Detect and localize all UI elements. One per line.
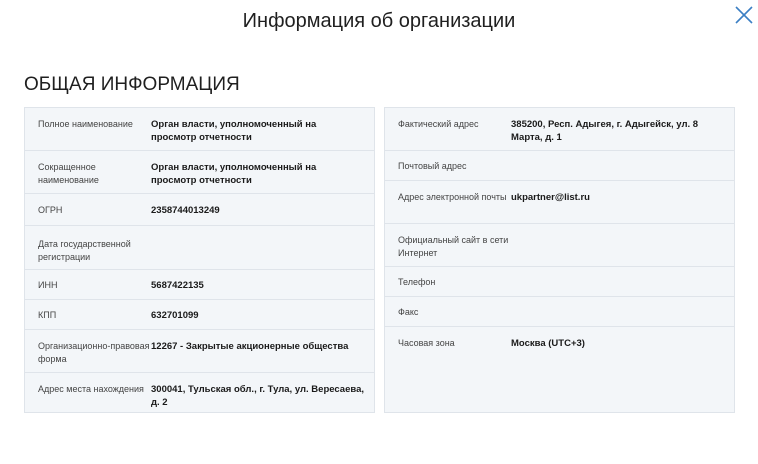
row-value: 2358744013249 bbox=[151, 205, 220, 216]
info-row-full-name bbox=[25, 108, 374, 151]
row-label: ИНН bbox=[38, 280, 58, 290]
info-row-legal-form bbox=[25, 330, 374, 373]
dialog-title: Информация об организации bbox=[242, 10, 516, 32]
row-label: Адрес места нахождения bbox=[38, 384, 144, 394]
info-row-kpp bbox=[25, 300, 374, 330]
row-value: Орган власти, уполномоченный на просмотр отчетности bbox=[151, 162, 317, 186]
row-value bbox=[511, 232, 724, 234]
row-label: Адрес электронной почты bbox=[398, 192, 507, 202]
info-row-ogrn bbox=[25, 194, 374, 226]
info-row-website bbox=[385, 224, 734, 267]
row-label: Организационно-правовая форма bbox=[38, 341, 150, 364]
general-info-left-panel bbox=[24, 107, 375, 413]
row-label: Часовая зона bbox=[398, 338, 455, 348]
row-value: 632701099 bbox=[151, 310, 199, 321]
row-label: Дата государственной регистрации bbox=[38, 239, 131, 262]
row-value: 5687422135 bbox=[151, 280, 204, 291]
row-value bbox=[511, 311, 724, 313]
info-row-registration-date bbox=[25, 226, 374, 270]
info-row-fax bbox=[385, 297, 734, 327]
row-value: Орган власти, уполномоченный на просмотр отчетности bbox=[151, 119, 317, 143]
row-label: Полное наименование bbox=[38, 119, 133, 129]
close-button[interactable] bbox=[733, 4, 755, 26]
row-label: Официальный сайт в сети Интернет bbox=[398, 235, 509, 258]
row-label: Телефон bbox=[398, 277, 436, 287]
info-row-timezone bbox=[385, 327, 734, 367]
row-value bbox=[511, 281, 724, 283]
info-row-short-name bbox=[25, 151, 374, 194]
row-label: Почтовый адрес bbox=[398, 161, 467, 171]
row-value: 385200, Респ. Адыгея, г. Адыгейск, ул. 8 Марта, д. 1 bbox=[511, 119, 699, 143]
row-value: Москва (UTC+3) bbox=[511, 338, 585, 349]
info-row-email bbox=[385, 181, 734, 224]
row-label: КПП bbox=[38, 310, 57, 320]
info-row-phone bbox=[385, 267, 734, 297]
row-value: 12267 - Закрытые акционерные общества bbox=[151, 341, 349, 352]
row-label: ОГРН bbox=[38, 205, 63, 215]
row-value bbox=[511, 165, 724, 167]
info-row-postal-address bbox=[385, 151, 734, 181]
row-value: 300041, Тульская обл., г. Тула, ул. Вересаева, д. 2 bbox=[151, 384, 365, 408]
row-label: Фактический адрес bbox=[398, 119, 479, 129]
info-row-inn bbox=[25, 270, 374, 300]
info-row-location-address bbox=[25, 373, 374, 412]
row-value bbox=[151, 236, 364, 238]
info-row-actual-address bbox=[385, 108, 734, 151]
general-info-right-panel bbox=[384, 107, 735, 413]
close-icon[interactable] bbox=[733, 4, 755, 26]
row-label: Сокращенное наименование bbox=[38, 162, 99, 185]
row-value email-link[interactable]: ukpartner@list.ru bbox=[511, 192, 590, 203]
row-label: Факс bbox=[398, 307, 419, 317]
section-title: ОБЩАЯ ИНФОРМАЦИЯ bbox=[24, 74, 240, 95]
